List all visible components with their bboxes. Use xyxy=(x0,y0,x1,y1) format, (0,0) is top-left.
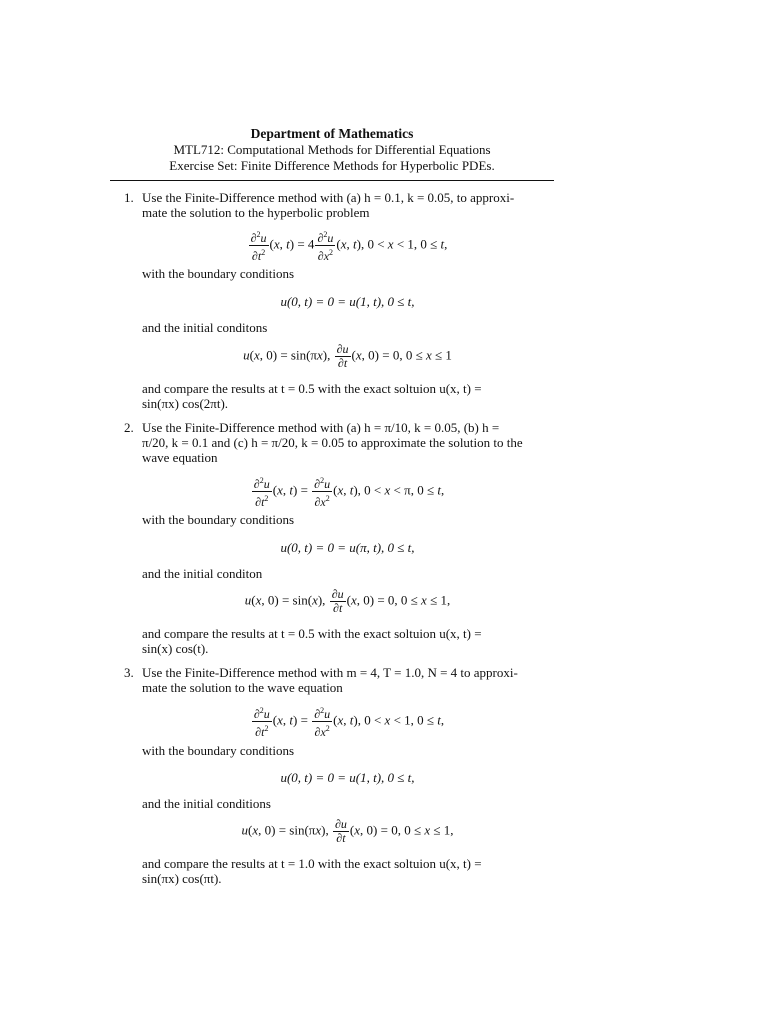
problem-1-bc-label: with the boundary conditions xyxy=(142,266,295,281)
problem-2-intro-line-1: Use the Finite-Difference method with (a) h = π/10, k = 0.05, (b) h = xyxy=(142,420,500,435)
problem-1-intro xyxy=(142,190,553,220)
problem-1-compare xyxy=(142,381,553,411)
problem-3-intro-line-1: Use the Finite-Difference method with m = 4, T = 1.0, N = 4 to approxi- xyxy=(142,665,518,680)
problem-3-intro xyxy=(142,665,553,695)
problem-3-bc-text: u(0, t) = 0 = u(1, t), 0 ≤ t, xyxy=(280,770,415,785)
problem-3-bc xyxy=(142,770,553,786)
department-title: Department of Mathematics xyxy=(250,126,414,141)
problem-2-number: 2. xyxy=(124,420,134,435)
course-title: MTL712: Computational Methods for Differential Equations xyxy=(173,142,491,157)
problem-2-compare-line-1: and compare the results at t = 0.5 with the exact soltuion u(x, t) = xyxy=(142,626,482,641)
problem-2-intro xyxy=(142,420,553,465)
problem-2-bc-text: u(0, t) = 0 = u(π, t), 0 ≤ t, xyxy=(280,540,415,555)
problem-3-intro-line-2: mate the solution to the wave equation xyxy=(142,680,343,695)
problem-3-ic-label: and the initial conditions xyxy=(142,796,271,811)
problem-3-pde: $\frac{\partial^2u}{\partial t^2}$ (x, t) = $\frac{\partial^2u}{\partial x^2}$ (x, t), 0 < x < 1, 0 ≤ t, xyxy=(253,706,445,739)
problem-1-number: 1. xyxy=(124,190,134,205)
problem-3-compare xyxy=(142,856,553,886)
problem-1-ic: u(x, 0) = sin(πx), $\frac{\partial u}{\partial t}$ (x, 0) = 0, 0 ≤ x ≤ 1 xyxy=(243,342,452,370)
problem-2-pde: $\frac{\partial^2u}{\partial t^2}$ (x, t) = $\frac{\partial^2u}{\partial x^2}$ (x, t), 0 < x < π, 0 ≤ t, xyxy=(253,476,445,509)
problem-1-bc-text: u(0, t) = 0 = u(1, t), 0 ≤ t, xyxy=(280,294,415,309)
problem-2-bc-label: with the boundary conditions xyxy=(142,512,295,527)
problem-2-compare-line-2: sin(x) cos(t). xyxy=(142,641,209,656)
problem-1-intro-line-1: Use the Finite-Difference method with (a) h = 0.1, k = 0.05, to approxi- xyxy=(142,190,515,205)
problem-1-bc xyxy=(142,294,553,310)
problem-1-intro-line-2: mate the solution to the hyperbolic problem xyxy=(142,205,370,220)
problem-2-intro-line-2: π/20, k = 0.1 and (c) h = π/20, k = 0.05 to approximate the solution to the xyxy=(142,435,523,450)
problem-1-pde: $\frac{\partial^2u}{\partial t^2}$ (x, t) = 4 $\frac{\partial^2u}{\partial x^2}$ (x, t), 0 < x < 1, 0 ≤ t, xyxy=(250,230,448,263)
problem-2-ic-label: and the initial conditon xyxy=(142,566,263,581)
problem-1-compare-line-2: sin(πx) cos(2πt). xyxy=(142,396,229,411)
problem-3-compare-line-2: sin(πx) cos(πt). xyxy=(142,871,222,886)
problem-1-compare-line-1: and compare the results at t = 0.5 with the exact soltuion u(x, t) = xyxy=(142,381,482,396)
problem-1-ic-label: and the initial conditons xyxy=(142,320,268,335)
problem-2-bc xyxy=(142,540,553,556)
problem-3-compare-line-1: and compare the results at t = 1.0 with the exact soltuion u(x, t) = xyxy=(142,856,482,871)
exercise-set-title: Exercise Set: Finite Difference Methods for Hyperbolic PDEs. xyxy=(169,158,495,173)
problem-3-number: 3. xyxy=(124,665,134,680)
document-header xyxy=(110,126,554,174)
problem-2-intro-line-3: wave equation xyxy=(142,450,218,465)
header-divider xyxy=(110,180,554,181)
problem-3-bc-label: with the boundary conditions xyxy=(142,743,295,758)
problem-2-ic: u(x, 0) = sin(x), $\frac{\partial u}{\partial t}$ (x, 0) = 0, 0 ≤ x ≤ 1, xyxy=(244,587,451,615)
problem-3-ic: u(x, 0) = sin(πx), $\frac{\partial u}{\partial t}$ (x, 0) = 0, 0 ≤ x ≤ 1, xyxy=(241,817,454,845)
problem-2-compare xyxy=(142,626,553,656)
